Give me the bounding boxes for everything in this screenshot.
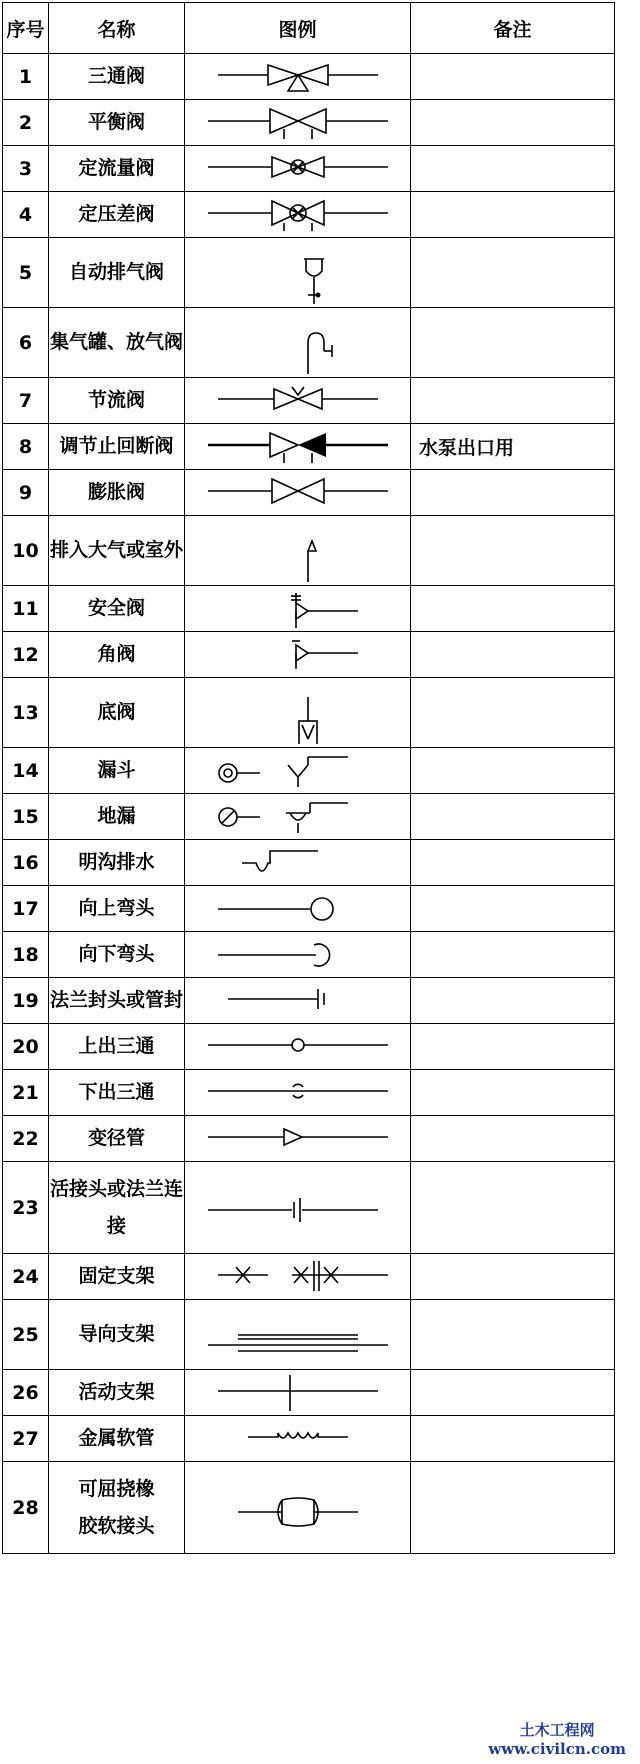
- table-row: [3, 1070, 615, 1116]
- row-note: [411, 516, 615, 586]
- row-note: [411, 678, 615, 748]
- row-legend: [185, 678, 411, 748]
- row-legend: [185, 1462, 411, 1554]
- row-name: 金属软管: [49, 1416, 185, 1462]
- row-name: 定流量阀: [49, 146, 185, 192]
- row-note: [411, 238, 615, 308]
- row-number: 18: [3, 932, 49, 978]
- row-number: 27: [3, 1416, 49, 1462]
- row-note: [411, 1162, 615, 1254]
- row-name: 地漏: [49, 794, 185, 840]
- tee-down-icon: [198, 1074, 398, 1112]
- table-row: [3, 1116, 615, 1162]
- row-number: 10: [3, 516, 49, 586]
- row-number: 9: [3, 470, 49, 516]
- table-row: [3, 632, 615, 678]
- row-note: [411, 470, 615, 516]
- row-name: 向上弯头: [49, 886, 185, 932]
- metal-hose-icon: [198, 1420, 398, 1458]
- row-legend: [185, 516, 411, 586]
- row-name: 明沟排水: [49, 840, 185, 886]
- row-note: [411, 632, 615, 678]
- row-name: 平衡阀: [49, 100, 185, 146]
- three-way-valve-icon: [198, 58, 398, 96]
- table-row: [3, 100, 615, 146]
- row-legend: [185, 1300, 411, 1370]
- row-number: 25: [3, 1300, 49, 1370]
- foot-valve-icon: [198, 682, 398, 744]
- table-row: [3, 1300, 615, 1370]
- row-note: [411, 1024, 615, 1070]
- row-name: 活动支架: [49, 1370, 185, 1416]
- row-note: [411, 586, 615, 632]
- symbol-table: [2, 2, 615, 1554]
- row-number: 19: [3, 978, 49, 1024]
- flange-cap-icon: [198, 982, 398, 1020]
- angle-valve-icon: [198, 636, 398, 674]
- row-legend: [185, 146, 411, 192]
- row-number: 11: [3, 586, 49, 632]
- row-number: 17: [3, 886, 49, 932]
- row-number: 7: [3, 378, 49, 424]
- header-note: 备注: [411, 3, 615, 54]
- row-legend: [185, 192, 411, 238]
- table-row: [3, 1254, 615, 1300]
- row-number: 8: [3, 424, 49, 470]
- row-note: [411, 54, 615, 100]
- row-legend: [185, 932, 411, 978]
- row-name: 上出三通: [49, 1024, 185, 1070]
- row-legend: [185, 748, 411, 794]
- row-number: 3: [3, 146, 49, 192]
- table-row: [3, 1416, 615, 1462]
- row-name: 法兰封头或管封: [49, 978, 185, 1024]
- row-number: 6: [3, 308, 49, 378]
- row-note: [411, 1116, 615, 1162]
- row-legend: [185, 424, 411, 470]
- sliding-support-icon: [198, 1374, 398, 1412]
- row-number: 1: [3, 54, 49, 100]
- constant-pressure-diff-valve-icon: [198, 196, 398, 234]
- row-name: 底阀: [49, 678, 185, 748]
- row-legend: [185, 1116, 411, 1162]
- row-legend: [185, 1370, 411, 1416]
- row-name: 三通阀: [49, 54, 185, 100]
- table-row: [3, 1462, 615, 1554]
- row-name: 调节止回断阀: [49, 424, 185, 470]
- row-name: 变径管: [49, 1116, 185, 1162]
- row-name: 活接头或法兰连 接: [49, 1162, 185, 1254]
- row-number: 20: [3, 1024, 49, 1070]
- row-legend: [185, 1254, 411, 1300]
- regulating-check-valve-icon: [198, 428, 398, 466]
- row-number: 14: [3, 748, 49, 794]
- row-name: 下出三通: [49, 1070, 185, 1116]
- row-legend: [185, 378, 411, 424]
- expansion-valve-icon: [198, 474, 398, 512]
- rubber-joint-icon: [198, 1466, 398, 1550]
- row-note: [411, 1254, 615, 1300]
- elbow-up-icon: [198, 890, 398, 928]
- table-row: [3, 238, 615, 308]
- row-note: [411, 794, 615, 840]
- air-collector-icon: [198, 312, 398, 374]
- row-name: 集气罐、放气阀: [49, 308, 185, 378]
- row-legend: [185, 100, 411, 146]
- row-note: [411, 100, 615, 146]
- row-name: 向下弯头: [49, 932, 185, 978]
- row-note: [411, 378, 615, 424]
- table-row: [3, 586, 615, 632]
- reducer-icon: [198, 1120, 398, 1158]
- table-row: [3, 146, 615, 192]
- row-number: 22: [3, 1116, 49, 1162]
- row-number: 23: [3, 1162, 49, 1254]
- row-legend: [185, 1024, 411, 1070]
- row-name: 可屈挠橡 胶软接头: [49, 1462, 185, 1554]
- row-note: [411, 1462, 615, 1554]
- row-number: 15: [3, 794, 49, 840]
- row-legend: [185, 1162, 411, 1254]
- elbow-down-icon: [198, 936, 398, 974]
- row-name: 排入大气或室外: [49, 516, 185, 586]
- table-row: [3, 192, 615, 238]
- throttle-valve-icon: [198, 382, 398, 420]
- row-legend: [185, 54, 411, 100]
- table-row: [3, 1162, 615, 1254]
- row-number: 24: [3, 1254, 49, 1300]
- table-row: [3, 932, 615, 978]
- row-note: [411, 146, 615, 192]
- open-ditch-drain-icon: [198, 844, 398, 882]
- table-row: [3, 54, 615, 100]
- row-legend: [185, 308, 411, 378]
- row-name: 定压差阀: [49, 192, 185, 238]
- row-name: 固定支架: [49, 1254, 185, 1300]
- row-legend: [185, 1070, 411, 1116]
- row-name: 角阀: [49, 632, 185, 678]
- row-note: [411, 1070, 615, 1116]
- row-legend: [185, 238, 411, 308]
- row-name: 漏斗: [49, 748, 185, 794]
- union-flange-icon: [198, 1166, 398, 1250]
- table-row: [3, 516, 615, 586]
- watermark-line1: 土木工程网: [519, 1721, 595, 1739]
- row-note: [411, 1416, 615, 1462]
- row-legend: [185, 1416, 411, 1462]
- header-name: 名称: [49, 3, 185, 54]
- balance-valve-icon: [198, 104, 398, 142]
- fixed-support-icon: [198, 1258, 398, 1296]
- table-row: [3, 678, 615, 748]
- table-row: [3, 308, 615, 378]
- row-note: [411, 1370, 615, 1416]
- row-number: 28: [3, 1462, 49, 1554]
- row-note: [411, 308, 615, 378]
- funnel-icon: [198, 752, 398, 790]
- watermark-logo: [488, 1719, 626, 1758]
- row-note: [411, 748, 615, 794]
- row-note: [411, 192, 615, 238]
- table-row: [3, 748, 615, 794]
- table-row: [3, 794, 615, 840]
- row-note: [411, 840, 615, 886]
- row-number: 26: [3, 1370, 49, 1416]
- row-legend: [185, 470, 411, 516]
- row-number: 4: [3, 192, 49, 238]
- header-no: 序号: [3, 3, 49, 54]
- table-row: [3, 978, 615, 1024]
- row-number: 13: [3, 678, 49, 748]
- table-header-row: [3, 3, 615, 54]
- row-name: 安全阀: [49, 586, 185, 632]
- row-legend: [185, 886, 411, 932]
- row-number: 21: [3, 1070, 49, 1116]
- row-name: 节流阀: [49, 378, 185, 424]
- safety-valve-icon: [198, 590, 398, 628]
- row-name: 自动排气阀: [49, 238, 185, 308]
- row-number: 12: [3, 632, 49, 678]
- row-name: 导向支架: [49, 1300, 185, 1370]
- row-number: 16: [3, 840, 49, 886]
- row-legend: [185, 632, 411, 678]
- header-legend: 图例: [185, 3, 411, 54]
- vent-to-atmosphere-icon: [198, 520, 398, 582]
- table-row: [3, 840, 615, 886]
- table-row: [3, 886, 615, 932]
- row-note: [411, 978, 615, 1024]
- row-note: [411, 886, 615, 932]
- row-legend: [185, 586, 411, 632]
- floor-drain-icon: [198, 798, 398, 836]
- row-note: 水泵出口用: [411, 424, 615, 470]
- row-note: [411, 1300, 615, 1370]
- table-row: [3, 424, 615, 470]
- watermark-line2: www.civilcn.com: [488, 1740, 626, 1758]
- constant-flow-valve-icon: [198, 150, 398, 188]
- row-legend: [185, 978, 411, 1024]
- tee-up-icon: [198, 1028, 398, 1066]
- row-number: 5: [3, 238, 49, 308]
- table-row: [3, 1024, 615, 1070]
- guide-support-icon: [198, 1304, 398, 1366]
- row-number: 2: [3, 100, 49, 146]
- row-note: [411, 932, 615, 978]
- auto-air-vent-icon: [198, 242, 398, 304]
- table-row: [3, 1370, 615, 1416]
- row-name: 膨胀阀: [49, 470, 185, 516]
- table-row: [3, 470, 615, 516]
- row-legend: [185, 794, 411, 840]
- row-legend: [185, 840, 411, 886]
- table-row: [3, 378, 615, 424]
